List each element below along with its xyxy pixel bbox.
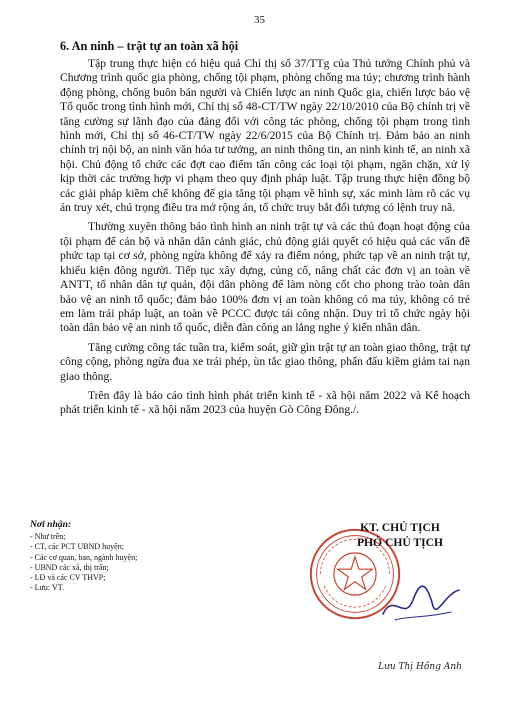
recipients-list <box>30 520 260 593</box>
handwritten-signature-icon <box>375 572 465 632</box>
paragraph: Tăng cường công tác tuần tra, kiểm soát, giữ gìn trật tự an toàn giao thông, trật tự công cộng, phòng ngừa đua xe trái phép, ùn tắc giao thông, phấn đấu kiềm giảm tai nạn giao thông. <box>60 340 470 383</box>
signature-block <box>305 512 495 702</box>
paragraph: Trên đây là báo cáo tình hình phát triển kinh tế - xã hội năm 2022 và Kế hoạch phát triển kinh tế - xã hội năm 2023 của huyện Gò Công Đông./. <box>60 388 470 417</box>
recipient-item: - CT, các PCT UBND huyện; <box>30 542 124 552</box>
document-body <box>60 38 470 423</box>
signature-subtitle: PHÓ CHỦ TỊCH <box>356 536 444 549</box>
recipient-item: - LĐ và các CV THVP; <box>30 573 106 583</box>
section-title: 6. An ninh – trật tự an toàn xã hội <box>60 39 239 53</box>
recipients-title: Nơi nhận: <box>30 519 72 530</box>
recipient-item: - Các cơ quan, ban, ngành huyện; <box>30 552 138 562</box>
recipient-item: - Như trên; <box>30 532 66 542</box>
signer-name: Lưu Thị Hồng Anh <box>378 662 462 672</box>
page-number: 35 <box>254 14 265 26</box>
recipient-item: - UBND các xã, thị trấn; <box>30 562 109 572</box>
signature-title: KT. CHỦ TỊCH <box>360 521 440 534</box>
paragraph: Thường xuyên thông báo tình hình an ninh trật tự và các thủ đoạn hoạt động của tội phạm để cán bộ và nhân dân cảnh giác, chủ động giải quyết có hiệu quả các vấn đề phức tạp tại cơ sở, phòng ngừa không để xảy ra điểm nóng, phức tạp về an ninh trật tự, khiếu kiện đông người. Tiếp tục xây dựng, củng cố, nâng chất các đơn vị an toàn về ANTT, tổ nhân dân tự quản, đội dân phòng để làm nòng cốt cho phong trào toàn dân bảo vệ an ninh tổ quốc; đảm bảo 100% đơn vị an toàn không có ma túy, không có trẻ em làm trái pháp luật, an toàn về PCCC được tái công nhận. Duy trì tổ chức ngày hội toàn dân bảo vệ an ninh tổ quốc, diễn đàn công an lắng nghe ý kiến nhân dân. <box>60 220 470 335</box>
paragraph: Tập trung thực hiện có hiệu quả Chỉ thị số 37/TTg của Thủ tướng Chính phủ và Chương trình quốc gia phòng, chống tội phạm, phòng chống ma túy; chương trình hành động phòng, chống buôn bán người và Chiến lược an ninh Quốc gia, chiến lược bảo vệ Tổ quốc trong tình hình mới, Chỉ thị số 48-CT/TW ngày 22/10/2010 của Bộ chính trị về tăng cường sự lãnh đạo của đảng đối với công tác phòng, chống tội phạm trong tình hình mới, Chỉ thị số 46-CT/TW ngày 22/6/2015 của Bộ Chính trị. Đảm bảo an ninh chính trị nội bộ, an ninh văn hóa tư tưởng, an ninh thông tin, an ninh kinh tế, an ninh xã hội. Chủ động tổ chức các đợt cao điểm tấn công các loại tội phạm, ngăn chặn, xử lý kịp thời các trường hợp vi phạm theo quy định pháp luật. Tập trung thực hiện đồng bộ các giải pháp kiềm chế không để gia tăng tội phạm về hình sự, xác minh làm rõ các vụ án truy xét, chú trọng điều tra mở rộng án, tổ chức truy bắt đối tượng có lệnh truy nã. <box>60 57 470 215</box>
document-footer <box>30 512 490 712</box>
recipient-item: - Lưu: VT. <box>30 583 65 593</box>
